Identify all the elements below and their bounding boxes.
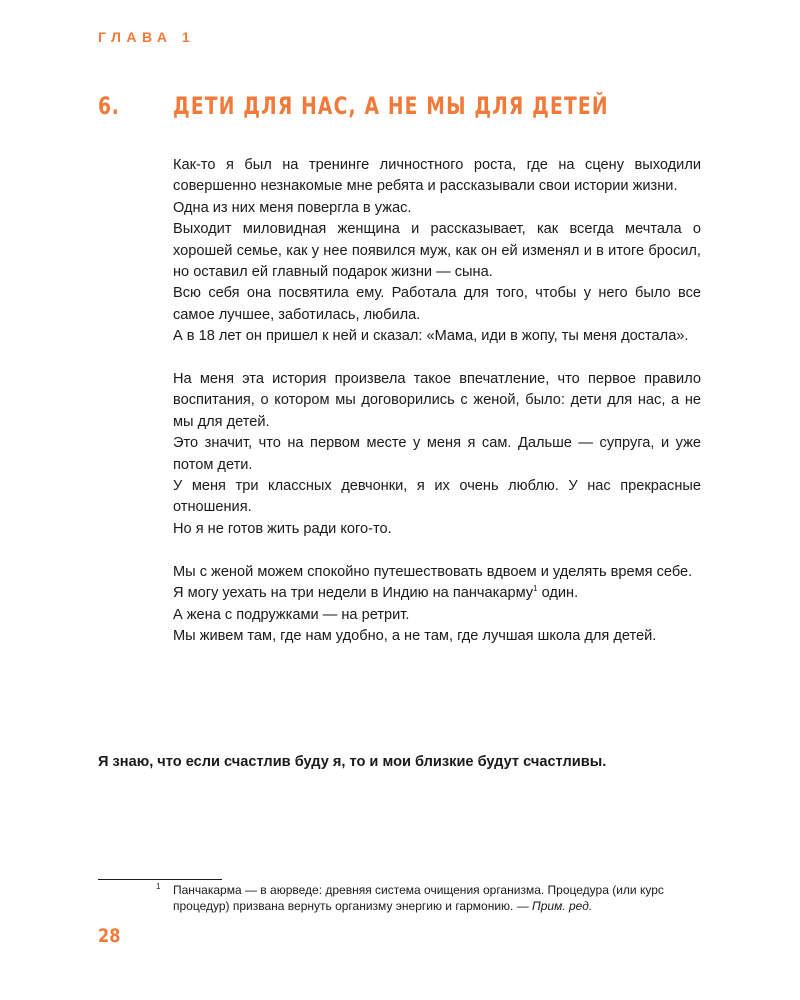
paragraph: Мы с женой можем спокойно путешествовать вдвоем и уделять время себе. xyxy=(173,563,693,580)
paragraph: Всю себя она посвятила ему. Работала для того, чтобы у него было все самое лучшее, заботилась, любила. xyxy=(173,285,701,323)
paragraph: А жена с подружками — на ретрит. xyxy=(173,606,410,623)
section-number: 6. xyxy=(98,92,120,120)
paragraph: Как-то я был на тренинге личностного роста, где на сцену выходили совершенно незнакомые мне ребята и рассказывали свои истории жизни. xyxy=(173,157,701,195)
paragraph: Мы живем там, где нам удобно, а не там, где лучшая школа для детей. xyxy=(173,627,657,644)
footnote xyxy=(156,882,716,914)
body-text xyxy=(173,155,701,647)
paragraph-text: один. xyxy=(537,585,579,602)
paragraph: Но я не готов жить ради кого-то. xyxy=(173,520,392,537)
section-title: ДЕТИ ДЛЯ НАС, А НЕ МЫ ДЛЯ ДЕТЕЙ xyxy=(173,92,609,120)
chapter-label: ГЛАВА 1 xyxy=(98,29,196,45)
paragraph: На меня эта история произвела такое впечатление, что первое правило воспитания, о котором мы договорились с женой, было: дети для нас, а не мы для детей. xyxy=(173,371,701,430)
bold-conclusion: Я знаю, что если счастлив буду я, то и мои близкие будут счастливы. xyxy=(98,754,607,770)
paragraph: У меня три классных девчонки, я их очень люблю. У нас прекрасные отношения. xyxy=(173,478,701,516)
footnote-text xyxy=(173,882,716,914)
footnote-divider xyxy=(98,879,222,880)
paragraph-with-footnote xyxy=(173,583,701,604)
paragraph: А в 18 лет он пришел к ней и сказал: «Мама, иди в жопу, ты меня достала». xyxy=(173,328,689,345)
page-number: 28 xyxy=(98,925,121,947)
footnote-reference[interactable]: 1 xyxy=(533,584,538,594)
footnote-body: Панчакарма — в аюрведе: древняя система очищения организма. Процедура (или курс процедур) призвана вернуть организму энергию и гармонию. — xyxy=(173,883,664,913)
footnote-editor-note: Прим. ред. xyxy=(532,899,593,913)
paragraph-gap xyxy=(173,348,701,369)
footnote-number: 1 xyxy=(156,882,161,891)
paragraph: Выходит миловидная женщина и рассказывает, как всегда мечтала о хорошей семье, как у нее появился муж, как он ей изменял и в итоге бросил, но оставил ей главный подарок жизни — сына. xyxy=(173,221,701,281)
paragraph: Одна из них меня повергла в ужас. xyxy=(173,199,412,216)
paragraph-gap xyxy=(173,540,701,561)
paragraph-text: Я могу уехать на три недели в Индию на панчакарму xyxy=(173,585,534,602)
paragraph: Это значит, что на первом месте у меня я сам. Дальше — супруга, и уже потом дети. xyxy=(173,435,701,473)
